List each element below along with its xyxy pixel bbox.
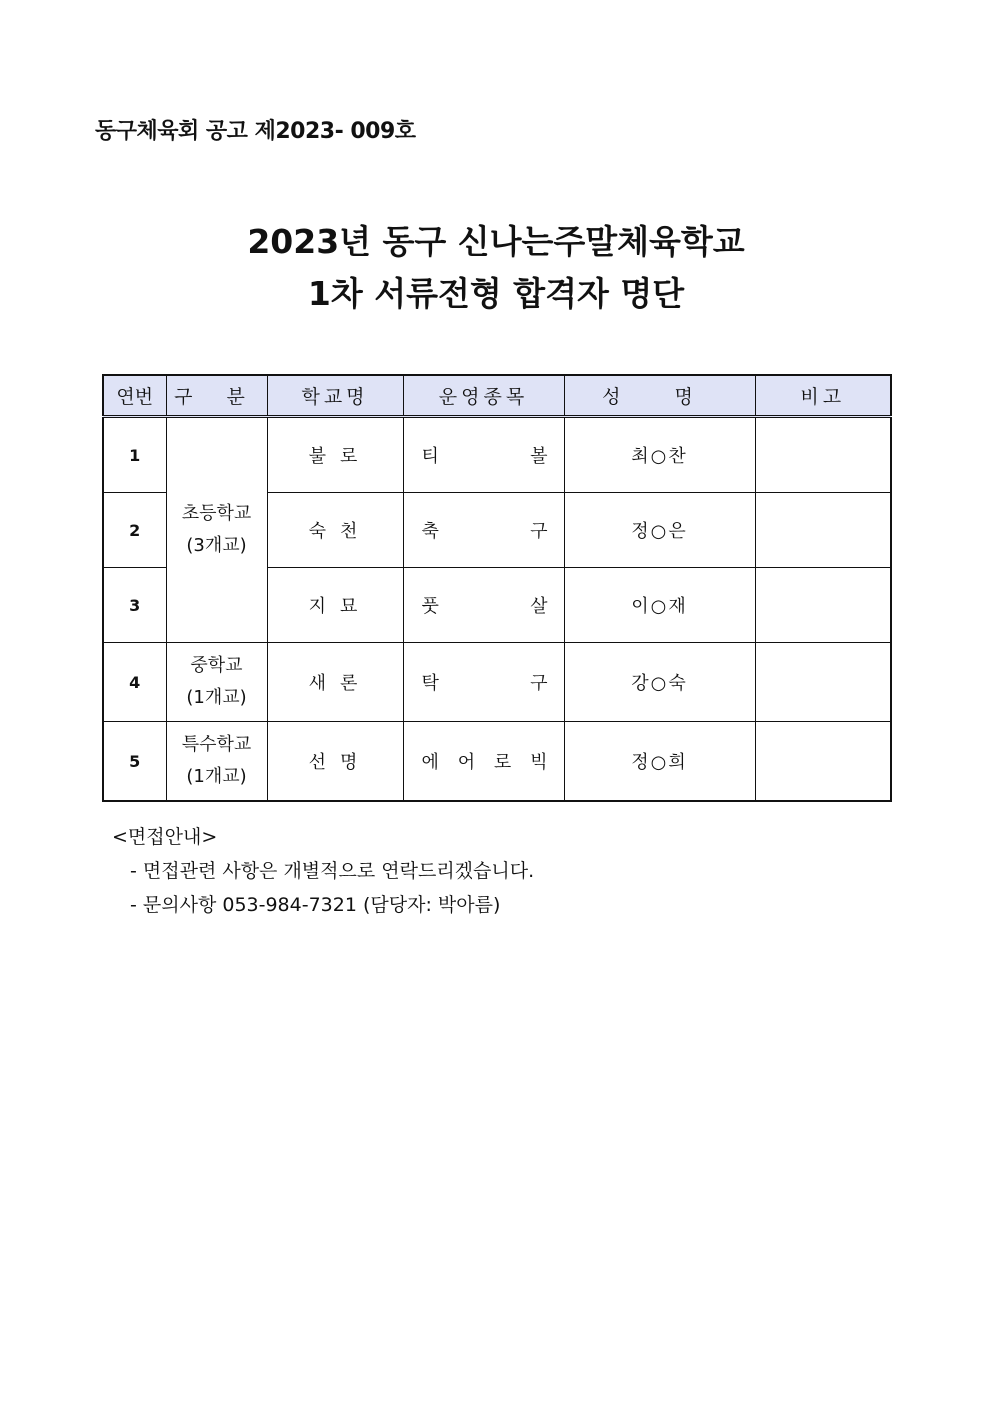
division-count: (1개교) <box>186 687 247 708</box>
name-cell: 강○숙 <box>564 643 755 722</box>
school-cell: 선명 <box>267 722 403 802</box>
division-count: (3개교) <box>186 535 247 556</box>
sport-char: 에 <box>421 752 439 773</box>
notice-number: 동구체육회 공고 제2023- 009호 <box>95 119 416 144</box>
name-cell: 이○재 <box>564 568 755 643</box>
header-no: 연번 <box>103 375 166 417</box>
division-name: 특수학교 <box>181 734 252 755</box>
guide-item: - 문의사항 053-984-7321 (담당자: 박아름) <box>130 894 501 916</box>
header-school: 학교명 <box>267 375 403 417</box>
note-cell <box>755 643 891 722</box>
table-header-row <box>103 375 891 417</box>
sport-char: 살 <box>530 596 548 617</box>
sport-char: 볼 <box>530 446 548 467</box>
sport-cell <box>403 643 564 722</box>
division-name: 초등학교 <box>181 503 252 524</box>
note-cell <box>755 722 891 802</box>
table-row <box>103 417 891 493</box>
note-cell <box>755 417 891 493</box>
sport-char: 풋 <box>421 596 439 617</box>
note-cell <box>755 493 891 568</box>
sport-char: 구 <box>530 521 548 542</box>
header-division: 구 분 <box>166 375 267 417</box>
sport-char: 로 <box>493 752 512 773</box>
sport-char: 어 <box>457 752 476 773</box>
division-name: 중학교 <box>190 655 243 676</box>
school-cell: 숙천 <box>267 493 403 568</box>
header-sport: 운영종목 <box>403 375 564 417</box>
name-cell: 정○희 <box>564 722 755 802</box>
sport-cell <box>403 722 564 802</box>
division-cell <box>166 643 267 722</box>
row-number: 3 <box>103 568 166 643</box>
document-title-line2: 1차 서류전형 합격자 명단 <box>307 274 685 313</box>
name-cell: 최○찬 <box>564 417 755 493</box>
sport-char: 탁 <box>421 673 439 694</box>
sport-char: 빅 <box>530 752 548 773</box>
note-cell <box>755 568 891 643</box>
guide-item: - 면접관련 사항은 개별적으로 연락드리겠습니다. <box>130 860 535 882</box>
division-cell <box>166 417 267 643</box>
header-name: 성 명 <box>564 375 755 417</box>
document-title-line1: 2023년 동구 신나는주말체육학교 <box>247 222 745 261</box>
school-cell: 불로 <box>267 417 403 493</box>
sport-char: 구 <box>530 673 548 694</box>
sport-cell <box>403 493 564 568</box>
sport-char: 축 <box>421 521 439 542</box>
sport-cell <box>403 417 564 493</box>
row-number: 4 <box>103 643 166 722</box>
division-count: (1개교) <box>186 766 247 787</box>
header-note: 비고 <box>755 375 891 417</box>
guide-title: <면접안내> <box>112 826 218 848</box>
row-number: 5 <box>103 722 166 802</box>
roster-table <box>102 374 892 802</box>
table-row <box>103 643 891 722</box>
division-cell <box>166 722 267 802</box>
table-row <box>103 722 891 802</box>
sport-cell <box>403 568 564 643</box>
row-number: 2 <box>103 493 166 568</box>
sport-char: 티 <box>421 446 439 467</box>
name-cell: 정○은 <box>564 493 755 568</box>
school-cell: 새론 <box>267 643 403 722</box>
interview-guide <box>112 820 534 922</box>
school-cell: 지묘 <box>267 568 403 643</box>
row-number: 1 <box>103 417 166 493</box>
